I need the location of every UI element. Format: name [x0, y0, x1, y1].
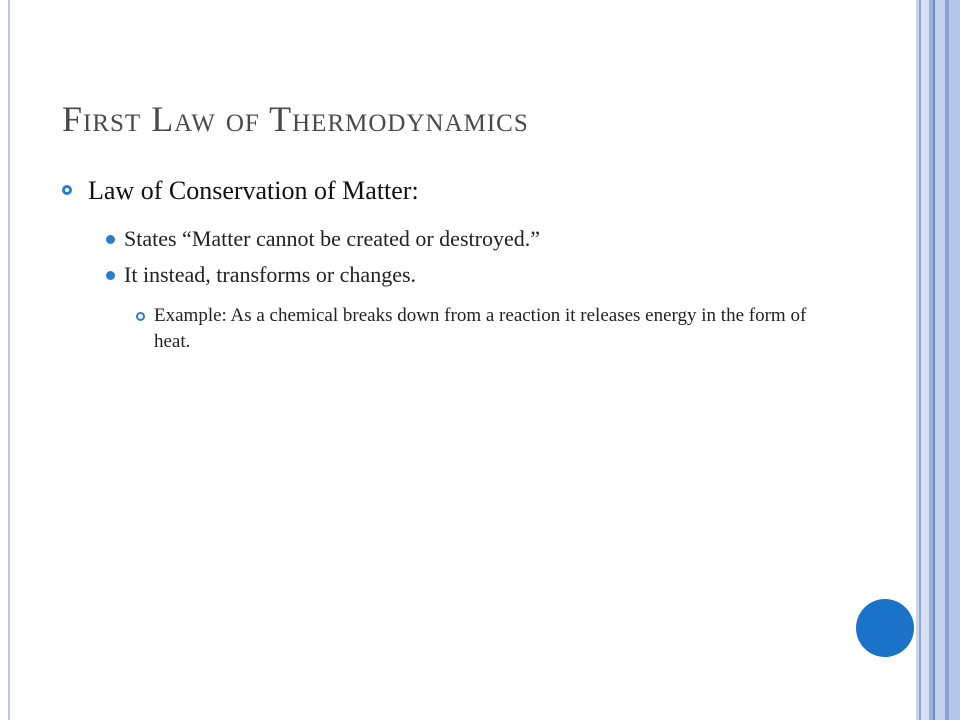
bullet-text: Example: As a chemical breaks down from a reaction it releases energy in the form of heat. — [154, 305, 807, 352]
right-decorative-band — [949, 0, 960, 720]
dot-bullet-icon — [106, 271, 115, 280]
bullet-text: States “Matter cannot be created or destroyed.” — [124, 226, 540, 251]
bullet-text: It instead, transforms or changes. — [124, 262, 417, 287]
bullet-text: Law of Conservation of Matter: — [88, 176, 419, 205]
slide-title: First Law of Thermodynamics — [62, 99, 529, 139]
ring-bullet-icon — [62, 185, 72, 195]
small-ring-bullet-icon — [136, 312, 145, 321]
decorative-circle — [856, 599, 914, 657]
right-decorative-band — [935, 0, 945, 720]
left-border-line — [8, 0, 10, 720]
right-decorative-band — [921, 0, 929, 720]
dot-bullet-icon — [106, 235, 115, 244]
